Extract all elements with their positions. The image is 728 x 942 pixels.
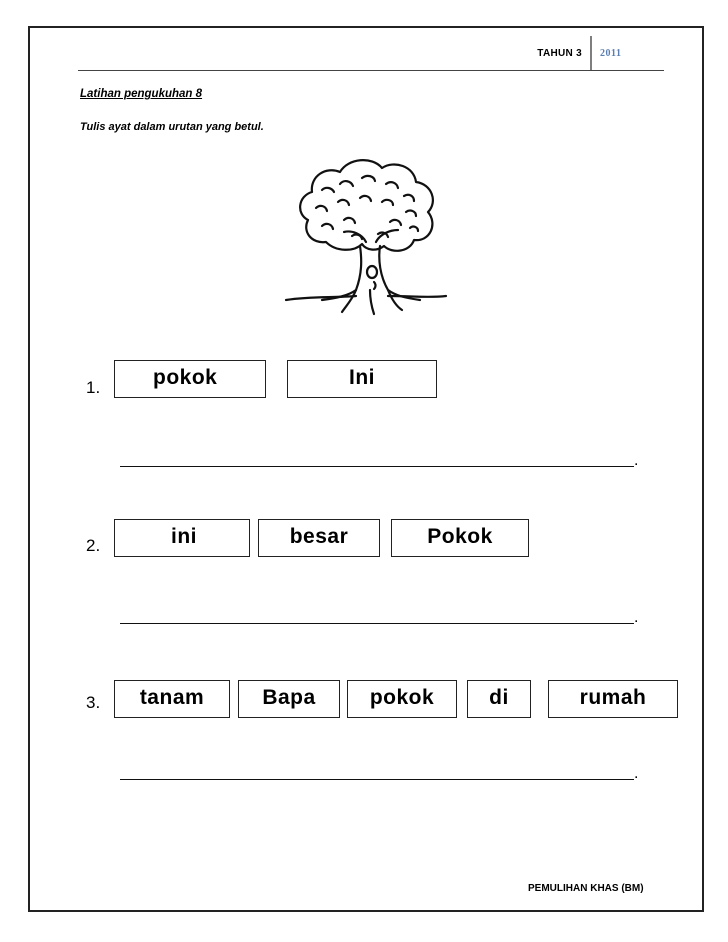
- word-card-besar[interactable]: besar: [258, 519, 380, 557]
- worksheet-title: Latihan pengukuhan 8: [80, 88, 203, 100]
- answer-line-1[interactable]: [120, 466, 634, 467]
- answer-line-1-period: .: [634, 452, 639, 469]
- word-card-pokok[interactable]: pokok: [114, 360, 266, 398]
- answer-line-3-period: .: [634, 765, 639, 782]
- answer-line-2[interactable]: [120, 623, 634, 624]
- question-1-number: 1.: [86, 378, 101, 397]
- word-card-ini[interactable]: ini: [114, 519, 250, 557]
- answer-line-3[interactable]: [120, 779, 634, 780]
- question-3-number: 3.: [86, 693, 101, 712]
- word-card-pokok[interactable]: pokok: [347, 680, 457, 718]
- word-card-tanam[interactable]: tanam: [114, 680, 230, 718]
- word-card-ini[interactable]: Ini: [287, 360, 437, 398]
- header-year: 2011: [600, 47, 622, 59]
- header-grade: TAHUN 3: [537, 47, 582, 59]
- word-card-pokok[interactable]: Pokok: [391, 519, 529, 557]
- header-rule: [78, 70, 664, 71]
- question-2-number: 2.: [86, 536, 101, 555]
- word-card-di[interactable]: di: [467, 680, 531, 718]
- footer-label: PEMULIHAN KHAS (BM): [528, 883, 644, 894]
- word-card-rumah[interactable]: rumah: [548, 680, 678, 718]
- answer-line-2-period: .: [634, 609, 639, 626]
- worksheet-instruction: Tulis ayat dalam urutan yang betul.: [80, 121, 264, 133]
- tree-icon: [282, 150, 448, 318]
- header-divider: [590, 36, 592, 70]
- word-card-bapa[interactable]: Bapa: [238, 680, 340, 718]
